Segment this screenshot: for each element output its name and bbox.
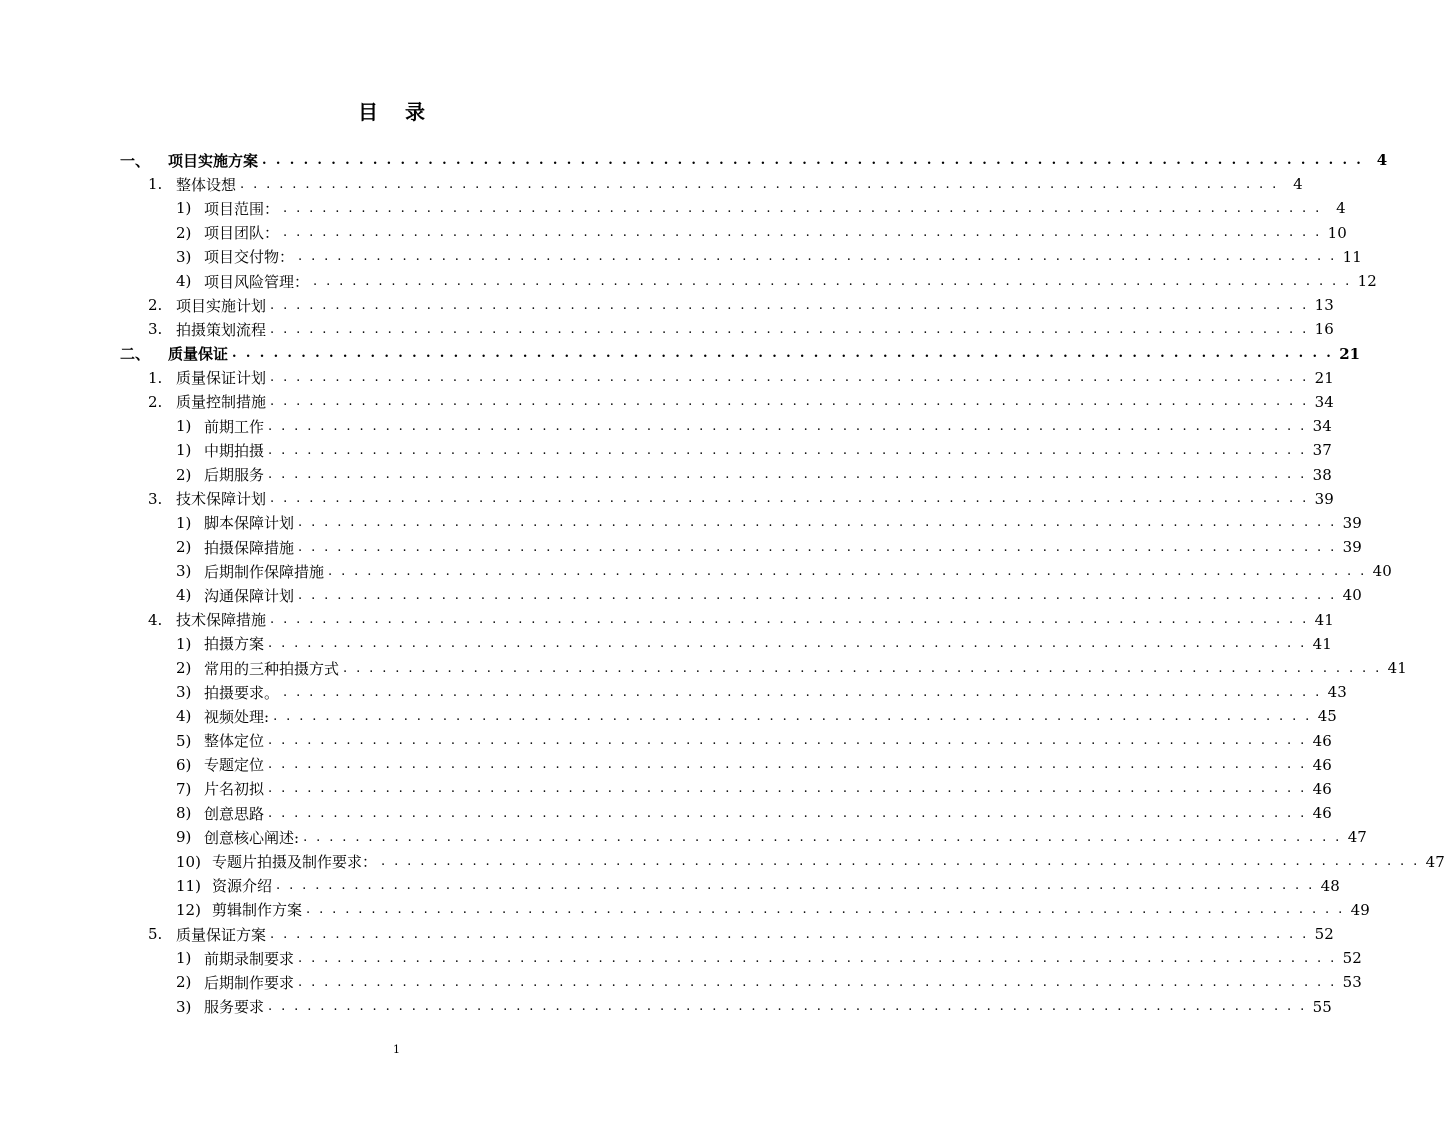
toc-entry-page: 41 [1314,610,1334,629]
toc-entry[interactable] [0,608,1334,632]
toc-entry[interactable] [0,148,1388,172]
toc-entry-number: 2) [176,659,192,678]
toc-entry-page: 4 [1293,175,1303,194]
toc-entry-number: 1) [176,417,192,436]
toc-leader-dots: . . . . . . . . . . . . . . . . . . . . . . . . . . . . . . . . . . . . . . . . . . . . . . . . . . . . . . . . . . . . . . . . . . . . . . . . . . . . . . . . [298,974,1337,990]
toc-leader-dots: . . . . . . . . . . . . . . . . . . . . . . . . . . . . . . . . . . . . . . . . . . . . . . . . . . . . . . . . . . . . . . . . . . . . . . . . . . . . . . . . [268,467,1307,483]
toc-entry-page: 34 [1312,417,1332,436]
toc-entry-number: 2. [148,392,163,411]
toc-entry-number: 4) [176,707,192,726]
toc-entry-page: 4 [1376,151,1388,170]
toc-entry[interactable] [0,777,1332,801]
toc-entry-page: 39 [1342,513,1362,532]
toc-entry-page: 46 [1312,779,1332,798]
toc-entry-title: 拍摄保障措施 [204,538,295,557]
toc-entry-title: 整体定位 [204,732,265,751]
toc-entry-page: 39 [1314,489,1334,508]
toc-entry-number: 3) [176,247,192,266]
toc-entry-title: 视频处理: [204,707,270,726]
toc-entry[interactable] [0,874,1340,898]
toc-entry-page: 55 [1312,997,1332,1016]
toc-entry-title: 技术保障措施 [176,611,267,630]
toc-entry[interactable] [0,269,1377,293]
toc-entry-title: 剪辑制作方案 [212,901,303,920]
toc-leader-dots: . . . . . . . . . . . . . . . . . . . . . . . . . . . . . . . . . . . . . . . . . . . . . . . . . . . . . . . . . . . . . . . . . . . . . . . . . . . . . . . . [298,515,1337,531]
toc-leader-dots: . . . . . . . . . . . . . . . . . . . . . . . . . . . . . . . . . . . . . . . . . . . . . . . . . . . . . . . . . . . . . . . . . . . . . . . . . . . . . . . . [270,612,1309,628]
toc-leader-dots: . . . . . . . . . . . . . . . . . . . . . . . . . . . . . . . . . . . . . . . . . . . . . . . . . . . . . . . . . . . . . . . . . . . . . . . . . . . . . . . . [381,854,1420,870]
toc-entry-title: 质量保证方案 [176,925,267,944]
toc-entry[interactable] [0,342,1361,366]
toc-entry-number: 2) [176,538,192,557]
toc-leader-dots: . . . . . . . . . . . . . . . . . . . . . . . . . . . . . . . . . . . . . . . . . . . . . . . . . . . . . . . . . . . . . . . . . . . . . . . . . . . . . . . . [283,225,1322,241]
toc-entry-number: 6) [176,755,192,774]
toc-entry-title: 后期制作保障措施 [204,562,325,581]
toc-entry[interactable] [0,390,1334,414]
toc-entry-title: 质量保证 [168,345,229,364]
page-number: 1 [393,1043,400,1056]
toc-entry-page: 4 [1336,199,1346,218]
toc-entry-title: 项目实施计划 [176,296,267,315]
toc-entry-number: 3) [176,562,192,581]
toc-leader-dots: . . . . . . . . . . . . . . . . . . . . . . . . . . . . . . . . . . . . . . . . . . . . . . . . . . . . . . . . . . . . . . . . . . . . . . . . . . . . . . . . [313,273,1352,289]
toc-entry-page: 52 [1314,925,1334,944]
toc-leader-dots: . . . . . . . . . . . . . . . . . . . . . . . . . . . . . . . . . . . . . . . . . . . . . . . . . . . . . . . . . . . . . . . . . . . . . . . . . . . . . . . . [283,684,1322,700]
toc-entry-title: 前期录制要求 [204,949,295,968]
toc-leader-dots: . . . . . . . . . . . . . . . . . . . . . . . . . . . . . . . . . . . . . . . . . . . . . . . . . . . . . . . . . . . . . . . . . . . . . . . . . . . . . . . . [270,926,1309,942]
toc-leader-dots: . . . . . . . . . . . . . . . . . . . . . . . . . . . . . . . . . . . . . . . . . . . . . . . . . . . . . . . . . . . . . . . . . . . . . . . . . . . . . . . . [268,636,1307,652]
toc-entry[interactable] [0,704,1337,728]
toc-leader-dots: . . . . . . . . . . . . . . . . . . . . . . . . . . . . . . . . . . . . . . . . . . . . . . . . . . . . . . . . . . . . . . . . . . . . . . . . . . . . . . . . [298,539,1337,555]
toc-entry[interactable] [0,946,1362,970]
toc-entry-number: 1) [176,441,192,460]
toc-entry-number: 二、 [120,345,151,364]
toc-entry-title: 项目团队： [204,224,280,243]
toc-entry[interactable] [0,535,1362,559]
toc-entry-title: 创意核心阐述: [204,828,300,847]
toc-entry[interactable] [0,293,1334,317]
toc-entry-title: 常用的三种拍摄方式 [204,659,340,678]
toc-entry-title: 项目范围： [204,199,280,218]
toc-leader-dots: . . . . . . . . . . . . . . . . . . . . . . . . . . . . . . . . . . . . . . . . . . . . . . . . . . . . . . . . . . . . . . . . . . . . . . . . . . . . . . . . [268,442,1307,458]
toc-leader-dots: . . . . . . . . . . . . . . . . . . . . . . . . . . . . . . . . . . . . . . . . . . . . . . . . . . . . . . . . . . . . . . . . . . . . . . . . . . . . . . . . [298,249,1337,265]
toc-entry[interactable] [0,922,1334,946]
toc-entry-number: 10) [176,852,201,871]
toc-entry[interactable] [0,462,1332,486]
toc-entry-title: 脚本保障计划 [204,514,295,533]
toc-entry-title: 服务要求 [204,998,265,1017]
toc-entry-title: 质量保证计划 [176,369,267,388]
toc-entry-page: 34 [1314,392,1334,411]
toc-entry-number: 11) [176,876,201,895]
toc-leader-dots: . . . . . . . . . . . . . . . . . . . . . . . . . . . . . . . . . . . . . . . . . . . . . . . . . . . . . . . . . . . . . . . . . . . . . . . . . . . . . . . . [298,587,1337,603]
toc-leader-dots: . . . . . . . . . . . . . . . . . . . . . . . . . . . . . . . . . . . . . . . . . . . . . . . . . . . . . . . . . . . . . . . . . . . . . . . . . . . . . . . . [276,878,1315,894]
toc-leader-dots: . . . . . . . . . . . . . . . . . . . . . . . . . . . . . . . . . . . . . . . . . . . . . . . . . . . . . . . . . . . . . . . . . . . . . . . . . . . . . . . . [268,805,1307,821]
toc-entry-number: 4) [176,586,192,605]
toc-entry-page: 21 [1339,344,1361,363]
toc-entry-page: 43 [1327,683,1347,702]
toc-entry[interactable] [0,196,1346,220]
toc-entry-title: 项目交付物： [204,248,295,267]
toc-entry[interactable] [0,317,1334,341]
toc-leader-dots: . . . . . . . . . . . . . . . . . . . . . . . . . . . . . . . . . . . . . . . . . . . . . . . . . . . . . . . . . . . . . . . . . . . . . . . . . . . . . . . . [268,733,1307,749]
toc-entry-page: 40 [1342,586,1362,605]
toc-leader-dots: . . . . . . . . . . . . . . . . . . . . . . . . . . . . . . . . . . . . . . . . . . . . . . . . . . . . . . . . . . . . . . . . . . . . . . . . . . . . . . . . [270,491,1309,507]
toc-entry-number: 3) [176,997,192,1016]
toc-leader-dots: . . . . . . . . . . . . . . . . . . . . . . . . . . . . . . . . . . . . . . . . . . . . . . . . . . . . . . . . . . . . . . . . . . . . . . . . . . . . . . . . [270,297,1309,313]
toc-entry-page: 41 [1312,634,1332,653]
toc-entry[interactable] [0,172,1303,196]
toc-leader-dots: . . . . . . . . . . . . . . . . . . . . . . . . . . . . . . . . . . . . . . . . . . . . . . . . . . . . . . . . . . . . . . . . . . . . . . . . . . . . . . . . [240,176,1279,192]
toc-entry-number: 1) [176,634,192,653]
toc-entry-number: 12) [176,900,201,919]
toc-entry-page: 12 [1357,272,1377,291]
toc-entry-number: 1. [148,368,163,387]
toc-entry-page: 46 [1312,755,1332,774]
toc-entry[interactable] [0,221,1347,245]
toc-entry[interactable] [0,995,1332,1019]
toc-entry-title: 创意思路 [204,804,265,823]
toc-entry-number: 5) [176,731,192,750]
toc-entry-page: 39 [1342,538,1362,557]
toc-leader-dots: . . . . . . . . . . . . . . . . . . . . . . . . . . . . . . . . . . . . . . . . . . . . . . . . . . . . . . . . . . . . . . . . . . . . . . . . . . . . . . . . [306,902,1345,918]
toc-entry-number: 3) [176,683,192,702]
toc-entry-number: 一、 [120,151,151,170]
toc-entry[interactable] [0,245,1362,269]
toc-leader-dots: . . . . . . . . . . . . . . . . . . . . . . . . . . . . . . . . . . . . . . . . . . . . . . . . . . . . . . . . . . . . . . . . . . . . . . . . . . . . . . . . [328,563,1367,579]
toc-entry[interactable] [0,487,1334,511]
toc-entry-page: 11 [1342,247,1362,266]
toc-entry[interactable] [0,414,1332,438]
toc-entry-number: 2) [176,973,192,992]
page-title: 目 录 [358,100,435,124]
toc-entry-number: 3. [148,489,163,508]
toc-entry[interactable] [0,511,1362,535]
toc-entry[interactable] [0,632,1332,656]
toc-entry-number: 7) [176,779,192,798]
toc-leader-dots: . . . . . . . . . . . . . . . . . . . . . . . . . . . . . . . . . . . . . . . . . . . . . . . . . . . . . . . . . . . . . . . . . . . . . . . . . . . . . . . . [268,757,1307,773]
toc-entry[interactable] [0,729,1332,753]
toc-entry-number: 4. [148,610,163,629]
toc-entry[interactable] [0,849,1445,873]
toc-entry-title: 资源介绍 [212,877,273,896]
toc-entry-page: 41 [1387,659,1407,678]
toc-entry[interactable] [0,970,1362,994]
toc-entry-page: 45 [1317,707,1337,726]
toc-entry-title: 拍摄方案 [204,635,265,654]
toc-entry-page: 40 [1372,562,1392,581]
toc-leader-dots: . . . . . . . . . . . . . . . . . . . . . . . . . . . . . . . . . . . . . . . . . . . . . . . . . . . . . . . . . . . . . . . . . . . . . . . . . . . . . . . . [270,394,1309,410]
toc-entry-page: 49 [1350,900,1370,919]
toc-entry-number: 1) [176,513,192,532]
toc-leader-dots: . . . . . . . . . . . . . . . . . . . . . . . . . . . . . . . . . . . . . . . . . . . . . . . . . . . . . . . . . . . . . . . . . . . . . . . . . . . . . . . . [283,200,1322,216]
toc-entry[interactable] [0,559,1392,583]
toc-entry-number: 9) [176,828,192,847]
toc-entry[interactable] [0,656,1407,680]
toc-leader-dots: . . . . . . . . . . . . . . . . . . . . . . . . . . . . . . . . . . . . . . . . . . . . . . . . . . . . . . . . . . . . . . . . . . . . . . . . . . . . . . . . [270,370,1309,386]
toc-entry-page: 46 [1312,804,1332,823]
toc-entry-number: 1) [176,949,192,968]
toc-entry-title: 质量控制措施 [176,393,267,412]
toc-entry-number: 3. [148,320,163,339]
toc-entry-title: 后期服务 [204,466,265,485]
toc-leader-dots: . . . . . . . . . . . . . . . . . . . . . . . . . . . . . . . . . . . . . . . . . . . . . . . . . . . . . . . . . . . . . . . . . . . . . . . . . . . . . . . . [232,346,1334,362]
toc-entry-page: 13 [1314,296,1334,315]
toc-entry-page: 47 [1425,852,1445,871]
toc-entry[interactable] [0,438,1332,462]
toc-entry[interactable] [0,825,1367,849]
toc-leader-dots: . . . . . . . . . . . . . . . . . . . . . . . . . . . . . . . . . . . . . . . . . . . . . . . . . . . . . . . . . . . . . . . . . . . . . . . . . . . . . . . . [268,781,1307,797]
toc-entry-page: 38 [1312,465,1332,484]
toc-entry-page: 37 [1312,441,1332,460]
toc-entry-number: 4) [176,272,192,291]
toc-leader-dots: . . . . . . . . . . . . . . . . . . . . . . . . . . . . . . . . . . . . . . . . . . . . . . . . . . . . . . . . . . . . . . . . . . . . . . . . . . . . . . . . [270,321,1309,337]
toc-leader-dots: . . . . . . . . . . . . . . . . . . . . . . . . . . . . . . . . . . . . . . . . . . . . . . . . . . . . . . . . . . . . . . . . . . . . . . . . . . . . . . . . [273,708,1312,724]
toc-entry-page: 53 [1342,973,1362,992]
toc-entry[interactable] [0,898,1370,922]
toc-entry-number: 2) [176,223,192,242]
toc-entry-page: 47 [1347,828,1367,847]
toc-entry-page: 21 [1314,368,1334,387]
toc-entry-page: 10 [1327,223,1347,242]
toc-entry[interactable] [0,801,1332,825]
toc-entry-title: 片名初拟 [204,780,265,799]
toc-entry-title: 项目风险管理： [204,272,310,291]
toc-entry-title: 专题片拍摄及制作要求： [212,853,378,872]
toc-leader-dots: . . . . . . . . . . . . . . . . . . . . . . . . . . . . . . . . . . . . . . . . . . . . . . . . . . . . . . . . . . . . . . . . . . . . . . . . . . . . . . . . [268,999,1307,1015]
toc-entry-title: 项目实施方案 [168,151,259,170]
toc-entry-title: 整体设想 [176,175,237,194]
toc-entry-title: 沟通保障计划 [204,586,295,605]
toc-leader-dots: . . . . . . . . . . . . . . . . . . . . . . . . . . . . . . . . . . . . . . . . . . . . . . . . . . . . . . . . . . . . . . . . . . . . . . . . . . . . . . . . [298,950,1337,966]
toc-leader-dots: . . . . . . . . . . . . . . . . . . . . . . . . . . . . . . . . . . . . . . . . . . . . . . . . . . . . . . . . . . . . . . . . . . . . . . . . . . . . . . . . [268,418,1307,434]
toc-entry-page: 52 [1342,949,1362,968]
toc-entry-number: 2) [176,465,192,484]
toc-leader-dots: . . . . . . . . . . . . . . . . . . . . . . . . . . . . . . . . . . . . . . . . . . . . . . . . . . . . . . . . . . . . . . . . . . . . . . . . . . . . . . . . [303,829,1342,845]
table-of-contents [0,148,1445,1019]
toc-entry-page: 16 [1314,320,1334,339]
toc-entry-number: 1) [176,199,192,218]
toc-entry-page: 48 [1320,876,1340,895]
toc-entry-title: 专题定位 [204,756,265,775]
toc-entry-title: 前期工作 [204,417,265,436]
toc-entry-number: 1. [148,175,163,194]
toc-entry[interactable] [0,680,1347,704]
toc-entry-title: 后期制作要求 [204,973,295,992]
toc-entry-number: 2. [148,296,163,315]
toc-entry-title: 拍摄要求。 [204,683,280,702]
toc-entry-title: 技术保障计划 [176,490,267,509]
toc-entry-number: 5. [148,925,163,944]
toc-entry-number: 8) [176,804,192,823]
toc-entry[interactable] [0,583,1362,607]
toc-entry-title: 中期拍摄 [204,441,265,460]
toc-entry[interactable] [0,753,1332,777]
toc-entry-page: 46 [1312,731,1332,750]
toc-entry-title: 拍摄策划流程 [176,320,267,339]
toc-leader-dots: . . . . . . . . . . . . . . . . . . . . . . . . . . . . . . . . . . . . . . . . . . . . . . . . . . . . . . . . . . . . . . . . . . . . . . . . . . . . . . . . [262,152,1364,168]
toc-entry[interactable] [0,366,1334,390]
toc-leader-dots: . . . . . . . . . . . . . . . . . . . . . . . . . . . . . . . . . . . . . . . . . . . . . . . . . . . . . . . . . . . . . . . . . . . . . . . . . . . . . . . . [343,660,1382,676]
